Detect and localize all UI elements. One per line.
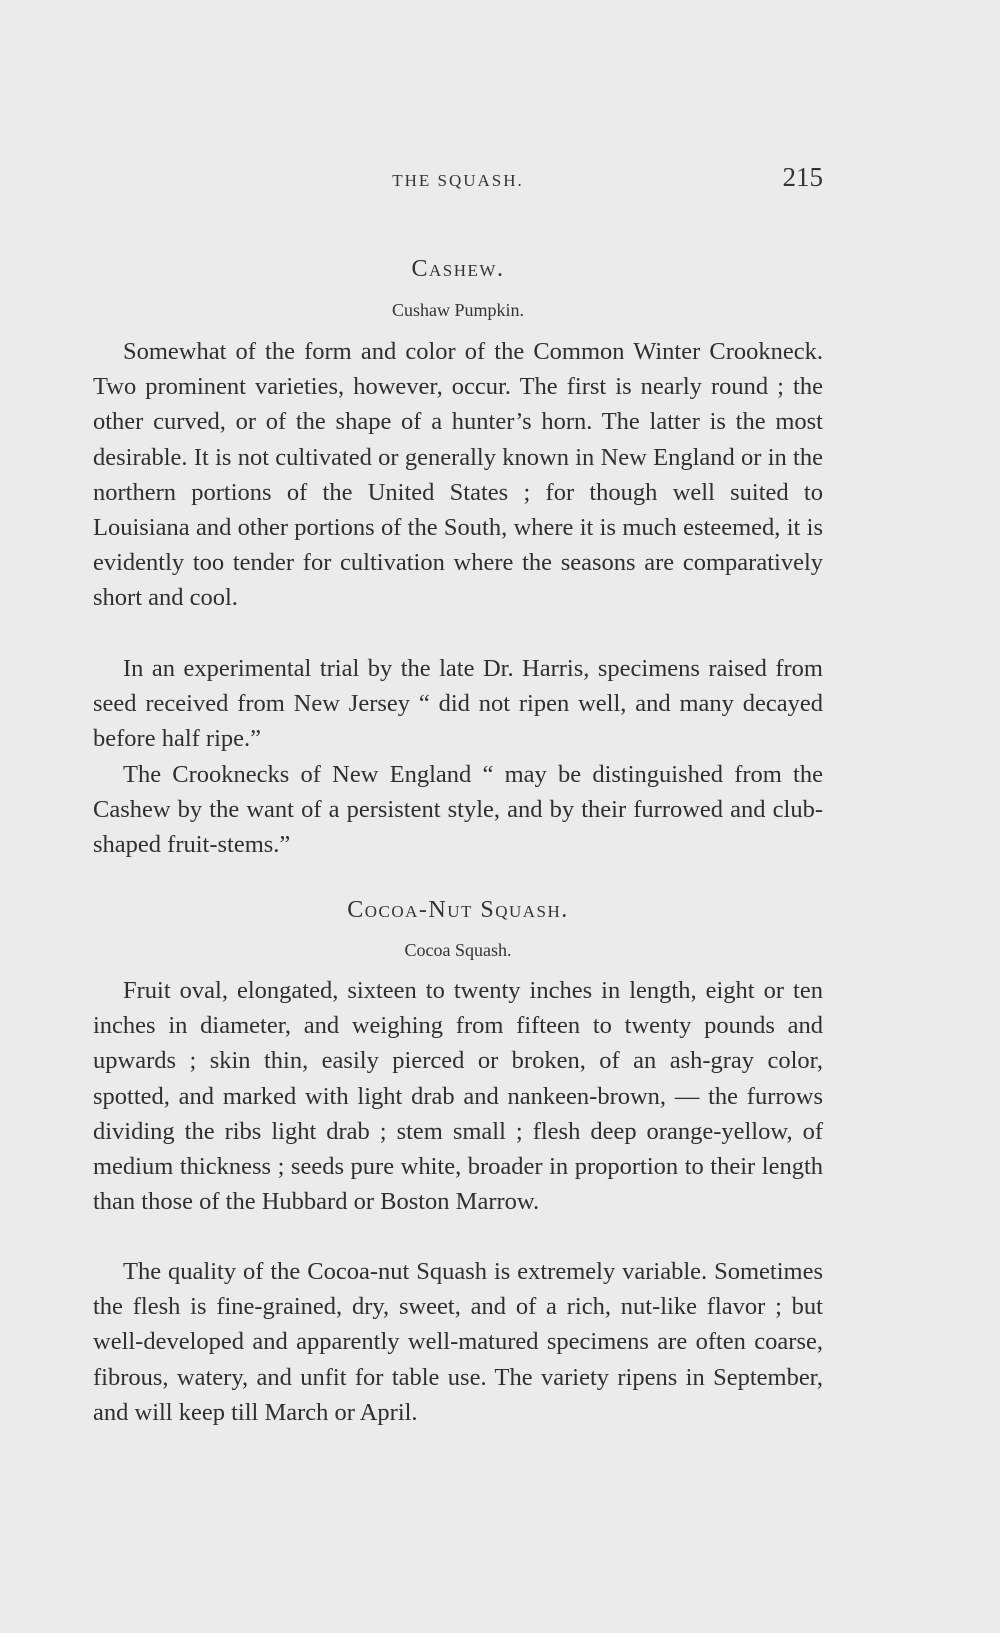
paragraph-cocoa-nut-description: Fruit oval, elongated, sixteen to twenty inches in length, eight or ten inches in diameter, and weighing from fifteen to twenty pounds and upwards ; skin thin, easily pierced or broken, of an ash-gray color, spotted, and marked with light drab and nankeen-brown, — the furrows dividing the ribs light drab ; stem small ; flesh deep orange-yellow, of medium thickness ; seeds pure white, broader in proportion to their length than those of the Hubbard or Boston Marrow. [93, 977, 823, 1216]
section-subheading-cushaw-pumpkin: Cushaw Pumpkin. [391, 300, 524, 320]
paragraph-cashew-crooknecks: The Crooknecks of New England “ may be distinguished from the Cashew by the want of a persistent style, and by their furrowed and club-shaped fruit-stems.” [93, 761, 823, 859]
section-heading-cocoa-nut-squash: Cocoa-Nut Squash. [347, 897, 569, 923]
paragraph-cashew-harris-trial: In an experimental trial by the late Dr. Harris, specimens raised from seed received from New Jersey “ did not ripen well, and many decayed before half ripe.” [93, 655, 823, 753]
section-heading-cashew: Cashew. [411, 256, 505, 282]
section-subheading-cocoa-squash: Cocoa Squash. [404, 940, 512, 960]
paragraph-cocoa-nut-quality: The quality of the Cocoa-nut Squash is extremely variable. Sometimes the flesh is fine-grained, dry, sweet, and of a rich, nut-like flavor ; but well-developed and apparently well-matured specimens are often coarse, fibrous, watery, and unfit for table use. The variety ripens in September, and will keep till March or April. [93, 1258, 823, 1426]
paragraph-cashew-description: Somewhat of the form and color of the Common Winter Crookneck. Two prominent varieties, however, occur. The first is nearly round ; the other curved, or of the shape of a hunter’s horn. The latter is the most desirable. It is not cultivated or generally known in New England or in the northern portions of the United States ; for though well suited to Louisiana and other portions of the South, where it is much esteemed, it is evidently too tender for cultivation where the seasons are comparatively short and cool. [93, 338, 823, 612]
page-number: 215 [782, 162, 823, 192]
running-head [93, 162, 823, 198]
running-title: THE SQUASH. [392, 171, 524, 190]
